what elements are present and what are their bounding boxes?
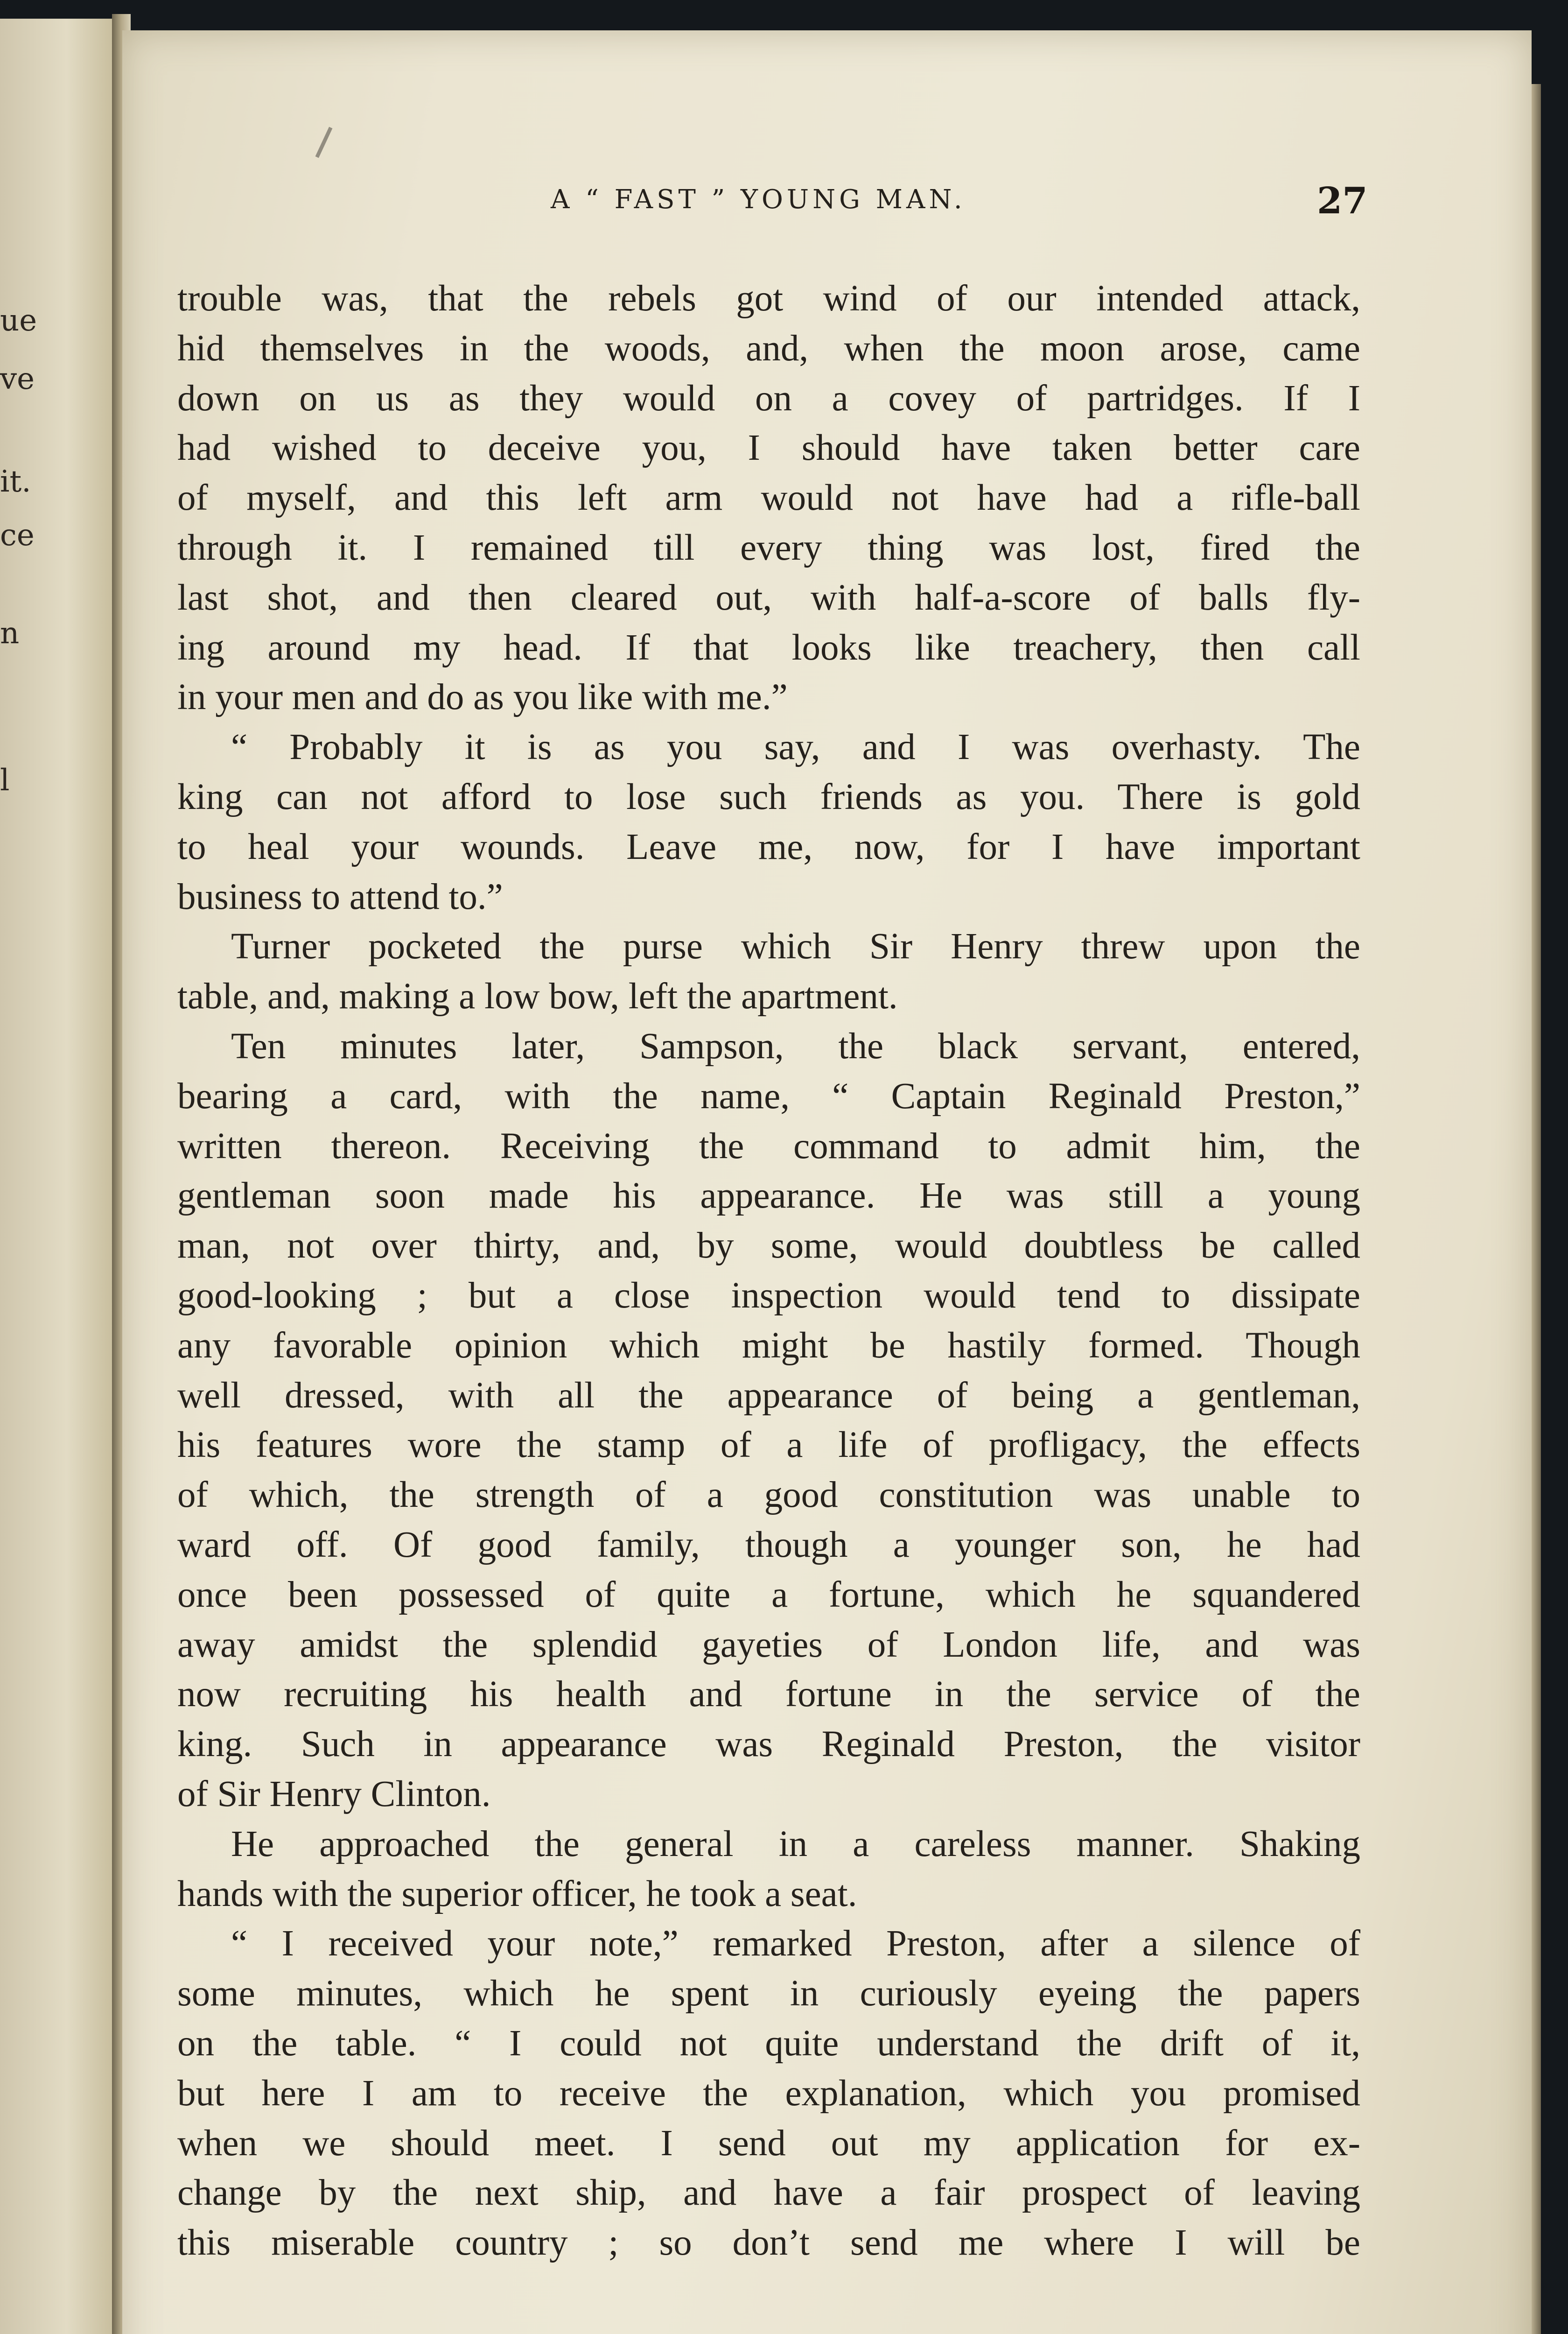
text-line: this miserable country ; so don’t send me where I will be bbox=[177, 2222, 1360, 2263]
text-line: but here I am to receive the explanation, which you promised bbox=[177, 2073, 1360, 2114]
text-line: of myself, and this left arm would not have had a rifle-ball bbox=[177, 478, 1360, 518]
text-line: to heal your wounds. Leave me, now, for I have important bbox=[177, 827, 1360, 867]
facing-page-fragment: ce bbox=[0, 518, 35, 553]
text-line: of Sir Henry Clinton. bbox=[177, 1774, 491, 1814]
text-line: gentleman soon made his appearance. He was still a young bbox=[177, 1175, 1360, 1216]
text-line: Ten minutes later, Sampson, the black servant, entered, bbox=[231, 1026, 1360, 1067]
facing-page-fragment: l bbox=[0, 763, 10, 798]
text-line: table, and, making a low bow, left the apartment. bbox=[177, 976, 898, 1017]
text-line: once been possessed of quite a fortune, which he squandered bbox=[177, 1575, 1360, 1615]
text-line: now recruiting his health and fortune in the service of the bbox=[177, 1674, 1360, 1715]
text-line: business to attend to.” bbox=[177, 877, 503, 917]
text-line: away amidst the splendid gayeties of London life, and was bbox=[177, 1624, 1360, 1665]
text-line: “ Probably it is as you say, and I was overhasty. The bbox=[231, 727, 1360, 767]
text-line: had wished to deceive you, I should have taken better care bbox=[177, 428, 1360, 468]
facing-page-fragment: it. bbox=[0, 464, 31, 499]
text-line: bearing a card, with the name, “ Captain Reginald Preston,” bbox=[177, 1076, 1360, 1117]
text-line: hid themselves in the woods, and, when the moon arose, came bbox=[177, 328, 1360, 369]
facing-page-fragment: ue bbox=[0, 303, 37, 338]
text-line: his features wore the stamp of a life of profligacy, the effects bbox=[177, 1425, 1360, 1465]
text-line: “ I received your note,” remarked Preston, after a silence of bbox=[231, 1923, 1360, 1964]
text-line: last shot, and then cleared out, with half-a-score of balls fly- bbox=[177, 577, 1360, 618]
text-line: through it. I remained till every thing was lost, fired the bbox=[177, 527, 1360, 568]
text-line: king can not afford to lose such friends as you. There is gold bbox=[177, 777, 1360, 817]
page-number: 27 bbox=[1317, 180, 1368, 222]
text-line: in your men and do as you like with me.” bbox=[177, 677, 788, 717]
running-head: A “ FAST ” YOUNG MAN. bbox=[551, 184, 966, 215]
text-line: down on us as they would on a covey of partridges. If I bbox=[177, 378, 1360, 419]
text-line: good-looking ; but a close inspection would tend to dissipate bbox=[177, 1275, 1360, 1316]
text-line: king. Such in appearance was Reginald Preston, the visitor bbox=[177, 1724, 1360, 1765]
text-line: written thereon. Receiving the command to admit him, the bbox=[177, 1126, 1360, 1167]
text-line: when we should meet. I send out my application for ex- bbox=[177, 2123, 1360, 2164]
text-line: He approached the general in a careless manner. Shaking bbox=[231, 1824, 1360, 1864]
text-line: ward off. Of good family, though a younger son, he had bbox=[177, 1525, 1360, 1565]
text-line: of which, the strength of a good constitution was unable to bbox=[177, 1475, 1360, 1515]
text-line: man, not over thirty, and, by some, would doubtless be called bbox=[177, 1225, 1360, 1266]
text-line: well dressed, with all the appearance of being a gentleman, bbox=[177, 1375, 1360, 1416]
text-line: on the table. “ I could not quite understand the drift of it, bbox=[177, 2023, 1360, 2064]
text-line: trouble was, that the rebels got wind of our intended attack, bbox=[177, 278, 1360, 319]
facing-page-fragment: ve bbox=[0, 362, 35, 396]
facing-page-fragment: n bbox=[0, 616, 20, 651]
text-line: hands with the superior officer, he took a seat. bbox=[177, 1874, 857, 1914]
page-right-edge bbox=[1532, 84, 1541, 2334]
text-line: Turner pocketed the purse which Sir Henry threw upon the bbox=[231, 926, 1360, 967]
text-line: some minutes, which he spent in curiously eyeing the papers bbox=[177, 1973, 1360, 2014]
text-line: change by the next ship, and have a fair prospect of leaving bbox=[177, 2172, 1360, 2213]
text-line: any favorable opinion which might be hastily formed. Though bbox=[177, 1325, 1360, 1366]
text-line: ing around my head. If that looks like treachery, then call bbox=[177, 627, 1360, 668]
facing-page-edge bbox=[0, 19, 121, 2334]
